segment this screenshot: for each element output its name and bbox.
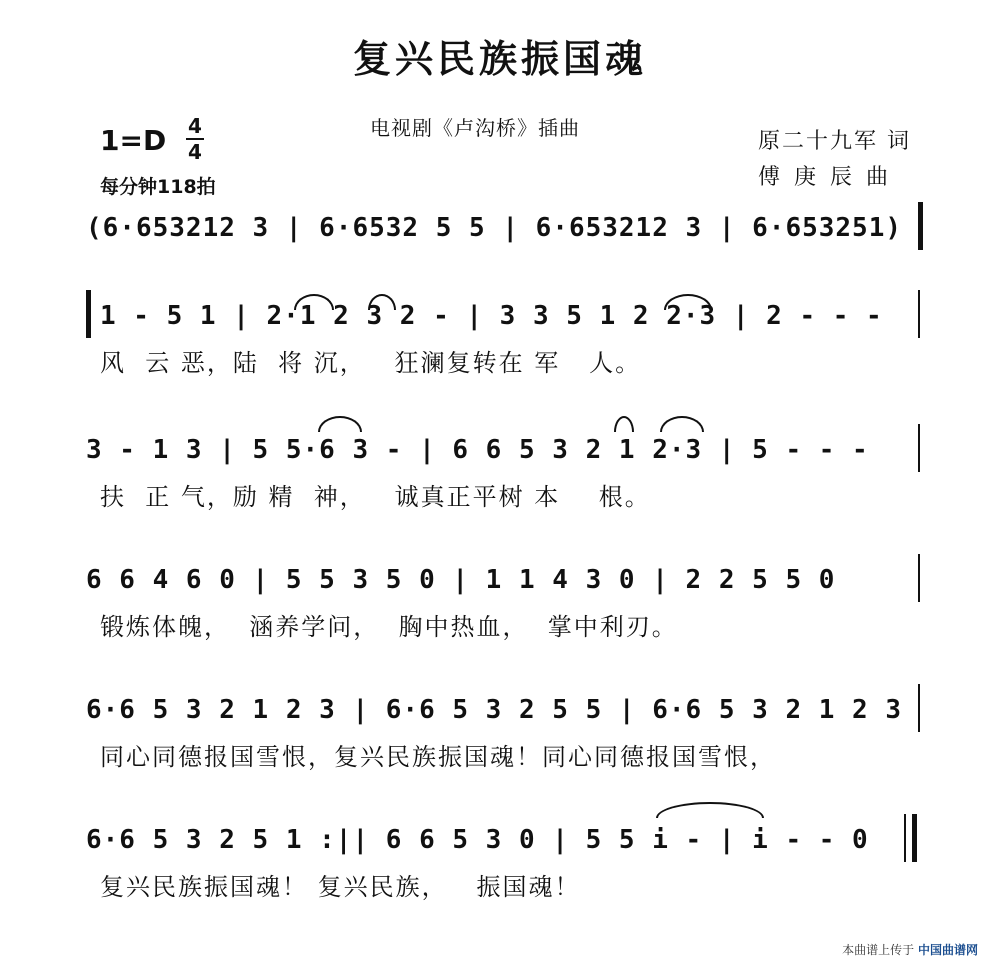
barline xyxy=(918,202,923,250)
repeat-start-bar xyxy=(86,290,91,338)
tie xyxy=(614,416,634,432)
score-line-4 xyxy=(86,684,926,736)
composer-credit: 傅庚辰曲 xyxy=(758,165,903,190)
lyrics-line-5: 复兴民族振国魂！ 复兴民族， 振国魂！ xyxy=(100,873,581,901)
line4-notes: 6·6 5 3 2 1 2 3 | 6·6 5 3 2 5 5 | 6·6 5 3 2 1 2 3 xyxy=(86,695,903,725)
line3-notes: 6 6 4 6 0 | 5 5 3 5 0 | 1 1 4 3 0 | 2 2 5 5 0 xyxy=(86,565,836,595)
lyrics-line-3: 锻炼体魄， 涵养学问， 胸中热血， 掌中利刃。 xyxy=(100,613,678,641)
final-thin-barline xyxy=(904,814,906,862)
time-signature-top: 4 xyxy=(188,114,202,138)
tie xyxy=(656,802,764,818)
time-signature-bottom: 4 xyxy=(188,140,202,164)
score-line-3 xyxy=(86,554,926,606)
tie xyxy=(318,416,362,432)
lyrics-line-1: 风 云 恶，陆 将 沉， 狂澜复转在 军 人。 xyxy=(100,349,642,377)
line1-notes: 1 - 5 1 | 2·1 2 3 2 - | 3 3 5 1 2 2·3 | 2 - - - xyxy=(100,301,883,331)
barline xyxy=(918,554,920,602)
final-barline xyxy=(912,814,917,862)
line2-notes: 3 - 1 3 | 5 5·6 3 - | 6 6 5 3 2 1 2·3 | 5 - - - xyxy=(86,435,869,465)
tie xyxy=(660,416,704,432)
footer-credit xyxy=(842,941,978,958)
subtitle: 电视剧《卢沟桥》插曲 xyxy=(370,116,580,140)
barline xyxy=(918,290,920,338)
barline xyxy=(918,684,920,732)
lyricist-credit: 原二十九军 词 xyxy=(758,129,911,154)
barline xyxy=(918,424,920,472)
footer-note-text: 本曲谱上传于 xyxy=(842,943,915,957)
score-line-intro xyxy=(86,202,926,254)
song-title: 复兴民族振国魂 xyxy=(352,37,647,81)
lyrics-line-2: 扶 正 气，励 精 神， 诚真正平树 本 根。 xyxy=(100,483,651,511)
score-line-1 xyxy=(86,290,926,342)
time-signature xyxy=(186,116,204,162)
key-signature: 1=D xyxy=(100,124,167,157)
site-logo: 中国曲谱网 xyxy=(917,943,978,957)
intro-notes: (6·653212 3 | 6·6532 5 5 | 6·653212 3 | 6·653251) xyxy=(86,213,903,243)
line5-notes: 6·6 5 3 2 5 1 :|| 6 6 5 3 0 | 5 5 i - | i - - 0 xyxy=(86,825,869,855)
score-line-5 xyxy=(86,814,926,866)
lyrics-line-4: 同心同德报国雪恨，复兴民族振国魂！同心同德报国雪恨， xyxy=(100,743,776,771)
tempo-marking: 每分钟118拍 xyxy=(100,176,216,198)
score-line-2 xyxy=(86,424,926,476)
